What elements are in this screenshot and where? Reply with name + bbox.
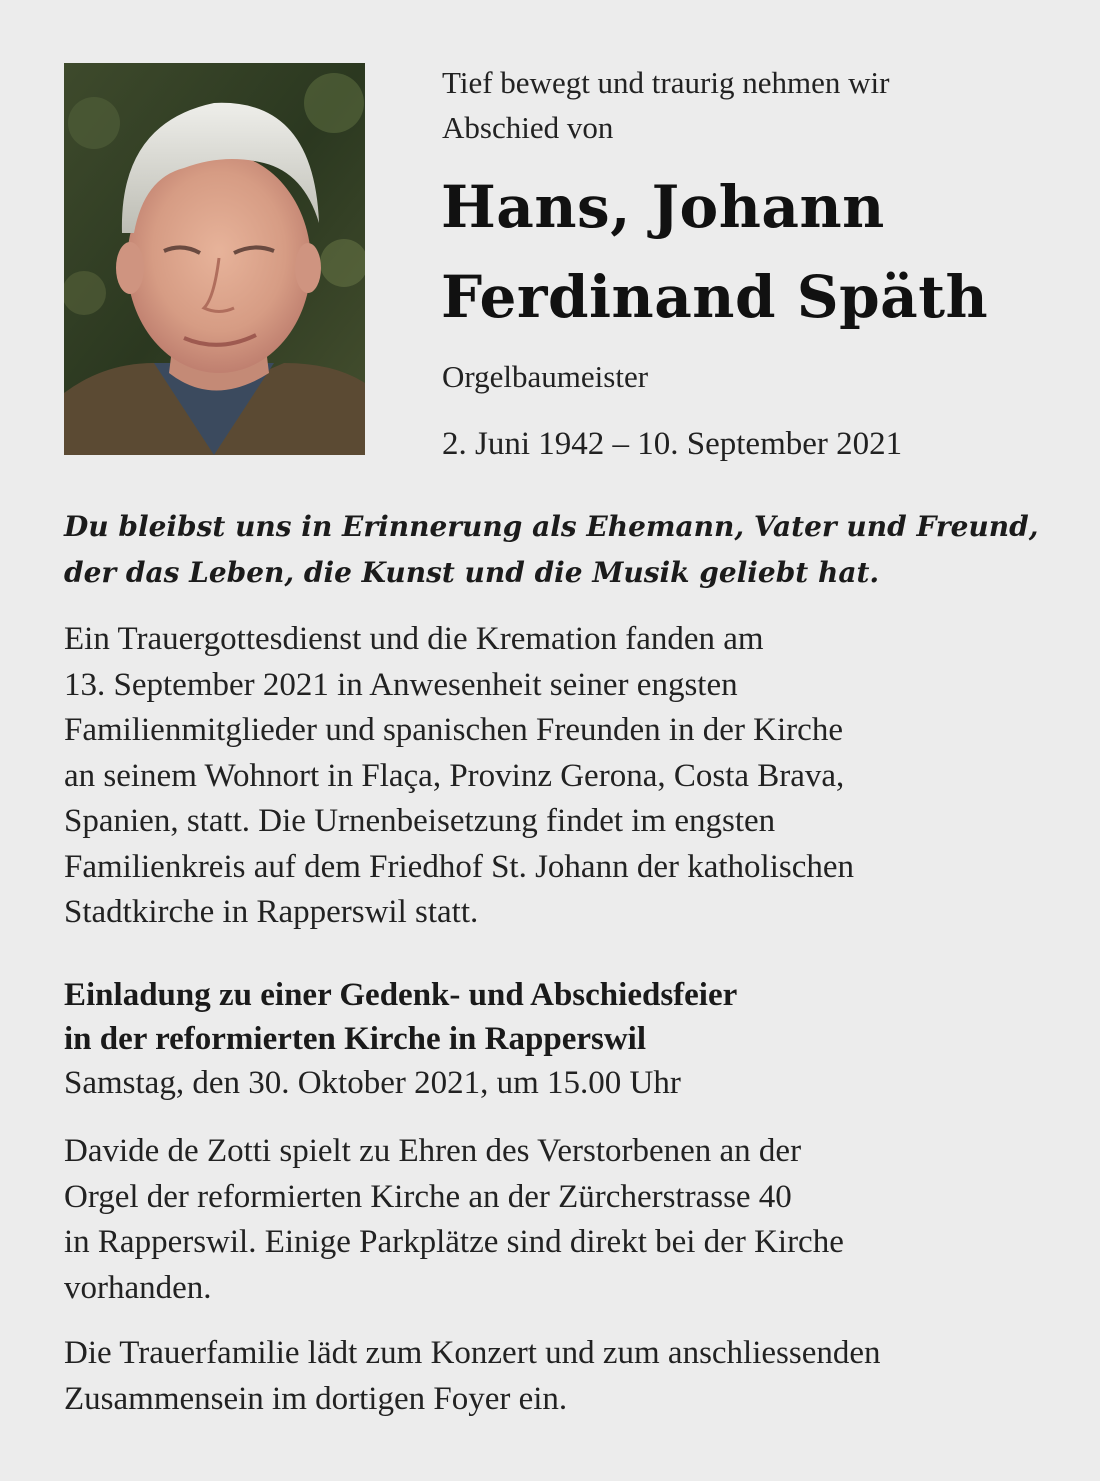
profession: Orgelbaumeister	[442, 359, 649, 394]
deceased-name	[441, 162, 1081, 342]
name-line-2: Ferdinand Späth	[441, 263, 989, 331]
memorial-quote	[64, 504, 1064, 596]
gathering-paragraph: Die Trauerfamilie lädt zum Konzert und zum anschliessenden Zusammensein im dortigen Foyer ein.	[64, 1335, 881, 1417]
concert-paragraph: Davide de Zotti spielt zu Ehren des Verstorbenen an der Orgel der reformierten Kirche an der Zürcherstrasse 40 in Rapperswil. Einige Parkplätze sind direkt bei der Kirche vorhanden.	[64, 1133, 844, 1306]
service-paragraph: Ein Trauergottesdienst und die Kremation fanden am 13. September 2021 in Anwesenheit seiner engsten Familienmitglieder und spanischen Freunden in der Kirche an seinem Wohnort in Flaça, Provinz Gerona, Costa Brava, Spanien, statt. Die Urnenbeisetzung findet im engsten Familienkreis auf dem Friedhof St. Johann der katholischen Stadtkirche in Rapperswil statt.	[64, 621, 855, 930]
quote-line-1: Du bleibst uns in Erinnerung als Ehemann, Vater und Freund,	[64, 510, 1039, 543]
invitation-date: Samstag, den 30. Oktober 2021, um 15.00 Uhr	[64, 1065, 681, 1101]
life-dates: 2. Juni 1942 – 10. September 2021	[442, 426, 903, 462]
name-line-1: Hans, Johann	[441, 173, 885, 241]
invitation-title: Einladung zu einer Gedenk- und Abschiedsfeier in der reformierten Kirche in Rapperswil	[64, 977, 738, 1057]
quote-line-2: der das Leben, die Kunst und die Musik geliebt hat.	[64, 556, 880, 589]
intro-text: Tief bewegt und traurig nehmen wir Abschied von	[442, 65, 890, 145]
portrait-photo	[64, 63, 365, 455]
